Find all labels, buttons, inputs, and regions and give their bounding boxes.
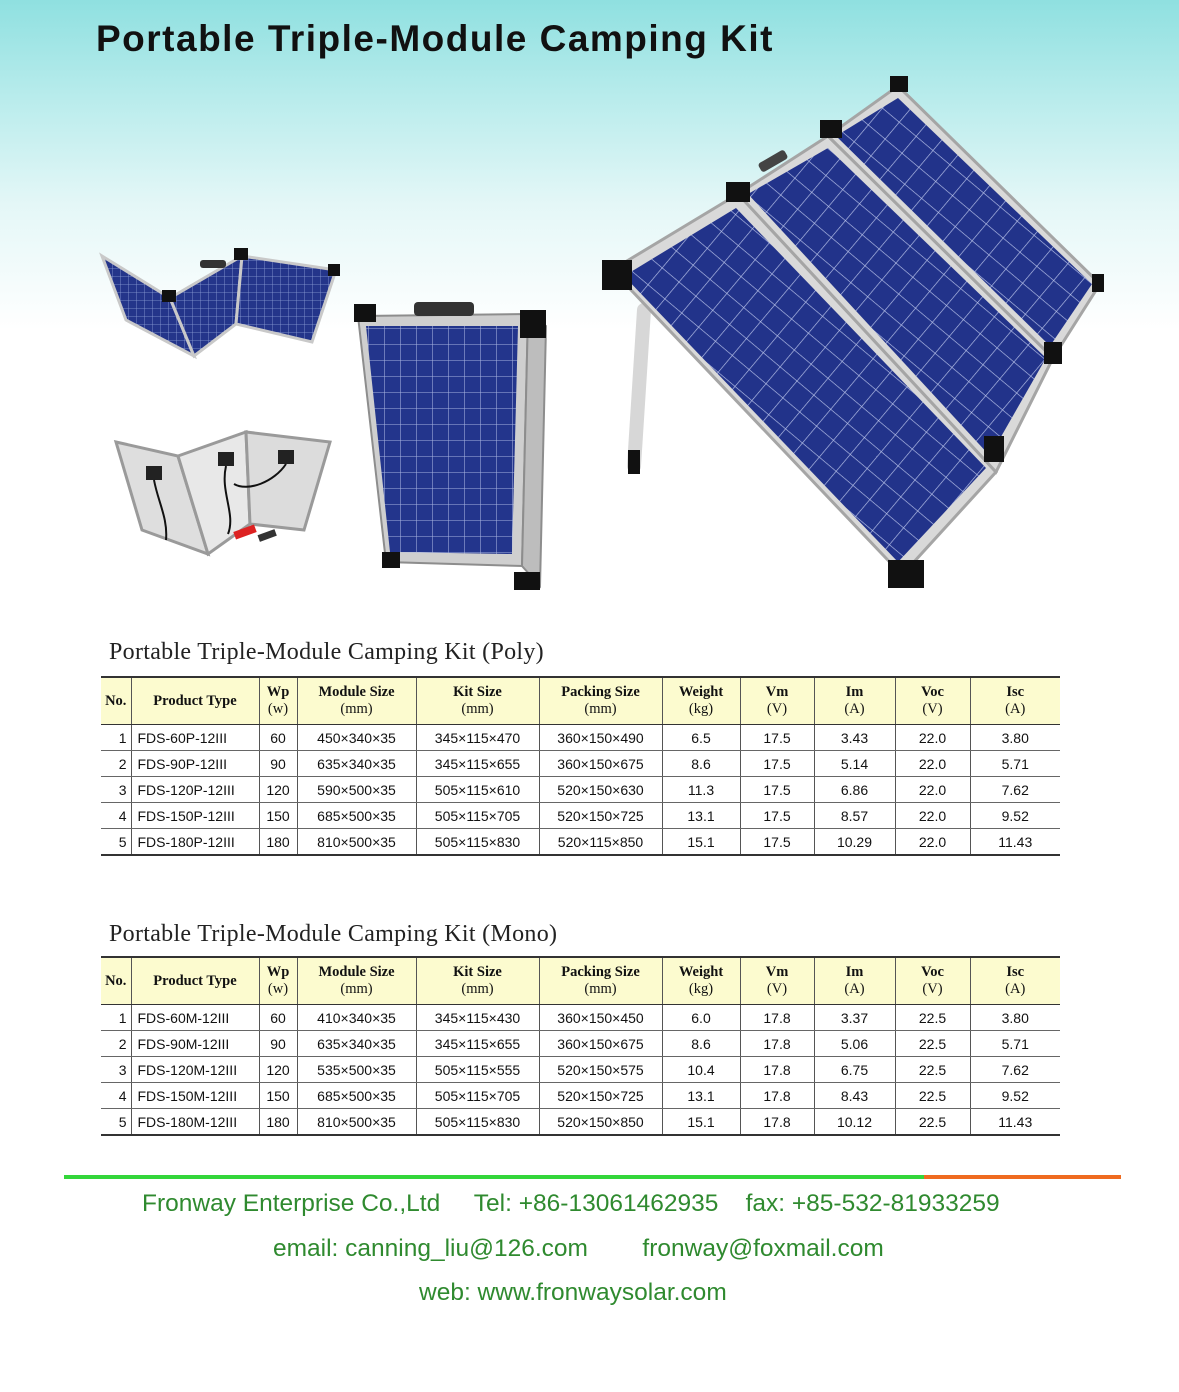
cell-no: 1 [101,1005,131,1031]
cell-vm: 17.5 [740,829,814,856]
cell-product-type: FDS-180M-12III [131,1109,259,1136]
cell-kit-size: 505×115×705 [416,1083,539,1109]
page-title: Portable Triple-Module Camping Kit [96,18,774,59]
module-size-label: Module Size [318,684,395,700]
cell-module-size: 810×500×35 [297,829,416,856]
cell-isc: 3.80 [970,1005,1060,1031]
cell-packing-size: 520×150×850 [539,1109,662,1136]
cell-no: 4 [101,803,131,829]
cell-wp: 150 [259,803,297,829]
isc-unit: (A) [1005,701,1026,717]
cell-weight: 6.5 [662,725,740,751]
module-size-unit: (mm) [340,701,373,717]
col-vm-header [740,957,814,1005]
kit-size-unit: (mm) [461,981,494,997]
cell-no: 3 [101,1057,131,1083]
im-unit: (A) [844,981,865,997]
packing-size-label: Packing Size [561,684,640,700]
cell-packing-size: 520×150×575 [539,1057,662,1083]
cell-packing-size: 520×150×630 [539,777,662,803]
col-kit-size-header [416,677,539,725]
col-no-header: No. [101,957,131,1005]
cell-packing-size: 520×150×725 [539,1083,662,1109]
cell-weight: 13.1 [662,1083,740,1109]
cell-wp: 180 [259,1109,297,1136]
cell-kit-size: 505×115×830 [416,1109,539,1136]
poly-spec-table [101,676,1060,856]
vm-label: Vm [765,964,789,980]
voc-unit: (V) [922,701,943,717]
cell-module-size: 410×340×35 [297,1005,416,1031]
cell-vm: 17.8 [740,1005,814,1031]
cell-kit-size: 345×115×430 [416,1005,539,1031]
col-vm-header [740,677,814,725]
cell-packing-size: 520×150×725 [539,803,662,829]
cell-isc: 5.71 [970,1031,1060,1057]
cell-voc: 22.5 [895,1083,970,1109]
vm-unit: (V) [766,701,788,717]
cell-packing-size: 360×150×450 [539,1005,662,1031]
cell-no: 2 [101,1031,131,1057]
cell-no: 5 [101,829,131,856]
cell-product-type: FDS-90M-12III [131,1031,259,1057]
cell-wp: 90 [259,751,297,777]
cell-vm: 17.8 [740,1109,814,1136]
cell-voc: 22.0 [895,725,970,751]
col-module-size-header [297,677,416,725]
col-packing-size-header [539,677,662,725]
kit-size-label: Kit Size [453,684,502,700]
im-unit: (A) [844,701,865,717]
voc-label: Voc [921,964,944,980]
col-im-header [814,677,895,725]
cell-vm: 17.5 [740,725,814,751]
voc-label: Voc [921,684,944,700]
poly-table-body [101,725,1060,856]
cell-wp: 150 [259,1083,297,1109]
weight-label: Weight [678,964,724,980]
isc-label: Isc [1006,964,1025,980]
cell-weight: 8.6 [662,1031,740,1057]
cell-product-type: FDS-150P-12III [131,803,259,829]
cell-packing-size: 360×150×675 [539,751,662,777]
cell-im: 5.06 [814,1031,895,1057]
photo-kit-closed-case [352,296,552,596]
cell-no: 5 [101,1109,131,1136]
table-row [101,1109,1060,1136]
col-wp-header [259,677,297,725]
cell-isc: 3.80 [970,725,1060,751]
cell-product-type: FDS-180P-12III [131,829,259,856]
im-label: Im [845,964,864,980]
cell-im: 8.57 [814,803,895,829]
cell-weight: 10.4 [662,1057,740,1083]
cell-kit-size: 505×115×555 [416,1057,539,1083]
cell-isc: 9.52 [970,803,1060,829]
cell-packing-size: 360×150×675 [539,1031,662,1057]
cell-vm: 17.5 [740,777,814,803]
cell-isc: 5.71 [970,751,1060,777]
cell-im: 3.43 [814,725,895,751]
footer-company-contact: Fronway Enterprise Co.,Ltd Tel: +86-13061462935 fax: +85-532-81933259 [142,1190,1000,1217]
cell-voc: 22.0 [895,829,970,856]
col-wp-header [259,957,297,1005]
cell-module-size: 685×500×35 [297,803,416,829]
cell-no: 2 [101,751,131,777]
table-row [101,803,1060,829]
cell-isc: 7.62 [970,1057,1060,1083]
vm-label: Vm [765,684,789,700]
cell-no: 4 [101,1083,131,1109]
weight-unit: (kg) [688,981,714,997]
table-row [101,1083,1060,1109]
cell-packing-size: 360×150×490 [539,725,662,751]
cell-isc: 9.52 [970,1083,1060,1109]
cell-no: 3 [101,777,131,803]
packing-size-unit: (mm) [584,981,617,997]
col-product-type-header: Product Type [131,957,259,1005]
cell-im: 6.86 [814,777,895,803]
kit-size-label: Kit Size [453,964,502,980]
cell-weight: 13.1 [662,803,740,829]
cell-im: 3.37 [814,1005,895,1031]
isc-unit: (A) [1005,981,1026,997]
photo-kit-folded-top [96,228,346,363]
cell-voc: 22.0 [895,803,970,829]
cell-vm: 17.5 [740,751,814,777]
weight-label: Weight [678,684,724,700]
col-voc-header [895,677,970,725]
footer-email[interactable]: email: canning_liu@126.com fronway@foxmail.com [273,1235,884,1262]
table-row [101,1057,1060,1083]
table-row [101,751,1060,777]
footer-website-link[interactable]: web: www.fronwaysolar.com [419,1279,727,1306]
cell-vm: 17.8 [740,1057,814,1083]
cell-kit-size: 505×115×705 [416,803,539,829]
cell-vm: 17.8 [740,1031,814,1057]
cell-module-size: 590×500×35 [297,777,416,803]
cell-voc: 22.5 [895,1031,970,1057]
isc-label: Isc [1006,684,1025,700]
cell-im: 5.14 [814,751,895,777]
table-row [101,1005,1060,1031]
cell-im: 10.12 [814,1109,895,1136]
cell-weight: 6.0 [662,1005,740,1031]
cell-product-type: FDS-90P-12III [131,751,259,777]
col-packing-size-header [539,957,662,1005]
cell-wp: 90 [259,1031,297,1057]
poly-header-row [101,677,1060,725]
module-size-unit: (mm) [340,981,373,997]
cell-isc: 11.43 [970,829,1060,856]
wp-unit: (w) [267,701,289,717]
wp-unit: (w) [267,981,289,997]
cell-im: 8.43 [814,1083,895,1109]
voc-unit: (V) [922,981,943,997]
cell-module-size: 810×500×35 [297,1109,416,1136]
mono-header-row [101,957,1060,1005]
cell-weight: 8.6 [662,751,740,777]
col-isc-header [970,677,1060,725]
module-size-label: Module Size [318,964,395,980]
mono-section-title: Portable Triple-Module Camping Kit (Mono) [109,921,558,947]
table-row [101,725,1060,751]
packing-size-unit: (mm) [584,701,617,717]
cell-product-type: FDS-60P-12III [131,725,259,751]
packing-size-label: Packing Size [561,964,640,980]
photo-kit-open-cables [108,422,336,562]
cell-voc: 22.0 [895,777,970,803]
cell-weight: 11.3 [662,777,740,803]
photo-kit-deployed [598,70,1106,595]
cell-product-type: FDS-150M-12III [131,1083,259,1109]
poly-section-title: Portable Triple-Module Camping Kit (Poly) [109,639,544,665]
cell-wp: 60 [259,1005,297,1031]
cell-module-size: 685×500×35 [297,1083,416,1109]
cell-module-size: 450×340×35 [297,725,416,751]
cell-product-type: FDS-60M-12III [131,1005,259,1031]
cell-wp: 120 [259,1057,297,1083]
cell-module-size: 635×340×35 [297,751,416,777]
cell-voc: 22.5 [895,1057,970,1083]
table-row [101,777,1060,803]
col-product-type-header: Product Type [131,677,259,725]
vm-unit: (V) [766,981,788,997]
im-label: Im [845,684,864,700]
cell-voc: 22.0 [895,751,970,777]
cell-product-type: FDS-120M-12III [131,1057,259,1083]
cell-module-size: 635×340×35 [297,1031,416,1057]
col-weight-header [662,957,740,1005]
col-no-header: No. [101,677,131,725]
cell-voc: 22.5 [895,1005,970,1031]
cell-wp: 60 [259,725,297,751]
table-row [101,1031,1060,1057]
wp-label: Wp [266,964,290,980]
col-weight-header [662,677,740,725]
table-row [101,829,1060,856]
cell-isc: 11.43 [970,1109,1060,1136]
cell-weight: 15.1 [662,829,740,856]
mono-table-body [101,1005,1060,1136]
cell-im: 10.29 [814,829,895,856]
col-kit-size-header [416,957,539,1005]
cell-packing-size: 520×115×850 [539,829,662,856]
cell-wp: 120 [259,777,297,803]
cell-module-size: 535×500×35 [297,1057,416,1083]
mono-spec-table [101,956,1060,1136]
cell-im: 6.75 [814,1057,895,1083]
cell-vm: 17.8 [740,1083,814,1109]
cell-kit-size: 345×115×655 [416,1031,539,1057]
wp-label: Wp [266,684,290,700]
weight-unit: (kg) [688,701,714,717]
cell-kit-size: 345×115×655 [416,751,539,777]
cell-isc: 7.62 [970,777,1060,803]
cell-weight: 15.1 [662,1109,740,1136]
col-im-header [814,957,895,1005]
footer-divider-green [64,1175,924,1179]
cell-voc: 22.5 [895,1109,970,1136]
cell-kit-size: 345×115×470 [416,725,539,751]
cell-kit-size: 505×115×830 [416,829,539,856]
col-isc-header [970,957,1060,1005]
kit-size-unit: (mm) [461,701,494,717]
col-voc-header [895,957,970,1005]
col-module-size-header [297,957,416,1005]
cell-vm: 17.5 [740,803,814,829]
footer-divider-orange [924,1175,1121,1179]
cell-product-type: FDS-120P-12III [131,777,259,803]
cell-kit-size: 505×115×610 [416,777,539,803]
cell-wp: 180 [259,829,297,856]
cell-no: 1 [101,725,131,751]
